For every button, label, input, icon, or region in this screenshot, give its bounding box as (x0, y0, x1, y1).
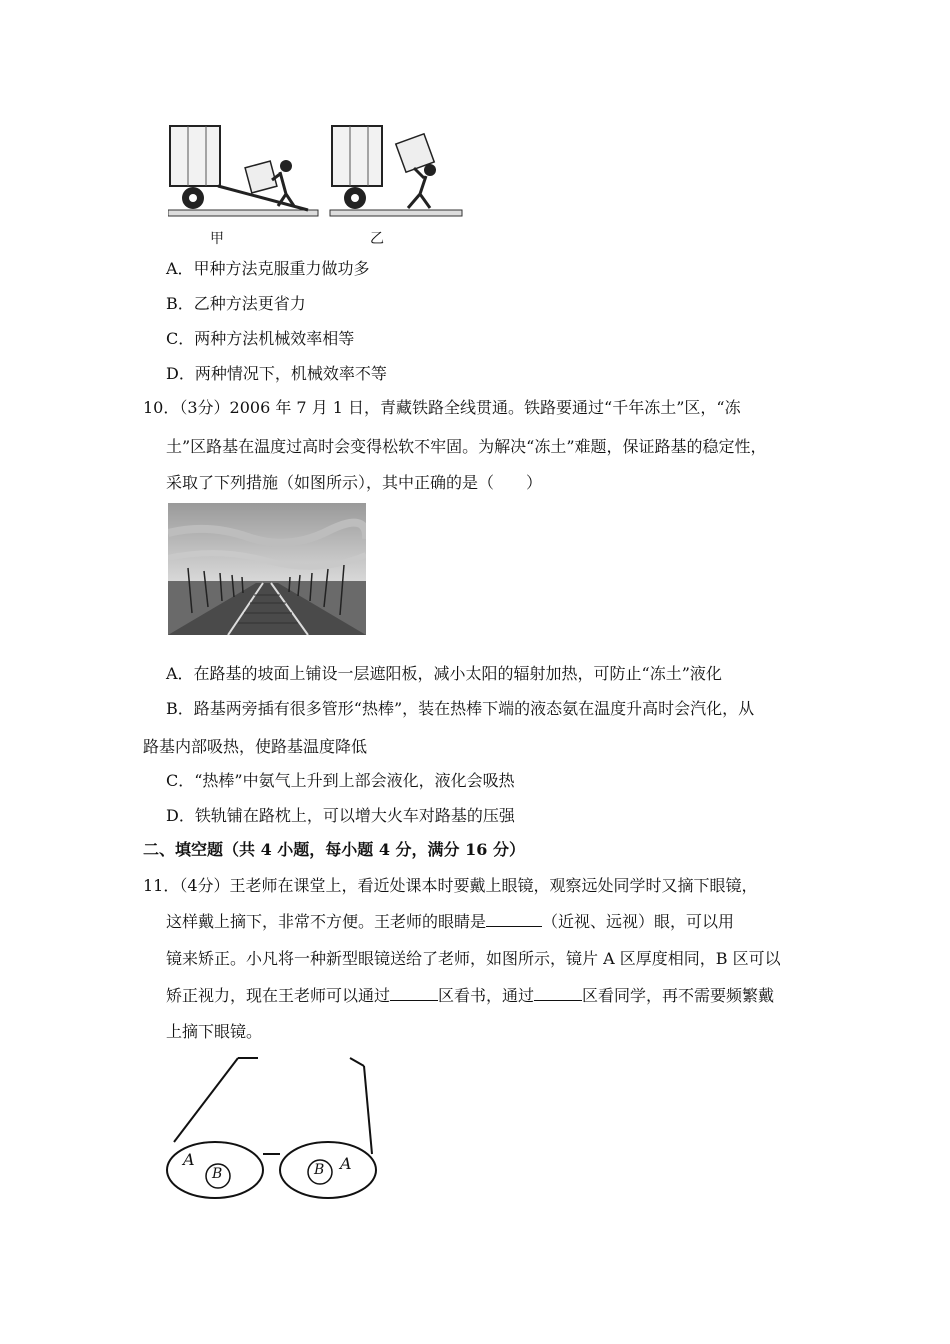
q10-stem-line3: 采取了下列措施（如图所示），其中正确的是（ ） (166, 473, 543, 492)
figure-truck-ramp (168, 124, 468, 224)
section-title-fill-in: 二、填空题（共 4 小题，每小题 4 分，满分 16 分） (143, 840, 525, 859)
q10-option-b-line2: 路基内部吸热，使路基温度降低 (143, 737, 368, 756)
glasses-label-b-right: B (314, 1162, 325, 1178)
q11-text-segment: （近视、远视）眼，可以用 (542, 912, 735, 931)
q11-stem-line2 (166, 912, 734, 932)
answer-blank-eye-type[interactable] (486, 912, 542, 927)
q11-text-segment: 矫正视力，现在王老师可以通过 (166, 986, 391, 1005)
q11-stem-line3: 镜来矫正。小凡将一种新型眼镜送给了老师，如图所示，镜片 A 区厚度相同，B 区可以 (166, 949, 781, 968)
q10-option-c: C．“热棒”中氨气上升到上部会液化，液化会吸热 (166, 771, 515, 790)
q10-option-a: A．在路基的坡面上铺设一层遮阳板，减小太阳的辐射加热，可防止“冻土”液化 (166, 664, 722, 683)
glasses-label-b-left: B (212, 1166, 223, 1182)
q9-option-d: D．两种情况下，机械效率不等 (166, 364, 387, 383)
glasses-label-a-left: A (183, 1150, 195, 1169)
q11-text-segment: 区看书，通过 (438, 986, 535, 1005)
q9-option-c: C．两种方法机械效率相等 (166, 329, 355, 348)
q10-option-d: D．铁轨铺在路枕上，可以增大火车对路基的压强 (166, 806, 515, 825)
q10-option-b-line1: B．路基两旁插有很多管形“热棒”，装在热棒下端的液态氨在温度升高时会汽化，从 (166, 699, 755, 718)
answer-blank-read-zone[interactable] (390, 986, 438, 1001)
q10-stem-line2: 土”区路基在温度过高时会变得松软不牢固。为解决“冻土”难题，保证路基的稳定性， (166, 437, 767, 456)
q11-stem-line1: 11．（4分）王老师在课堂上，看近处课本时要戴上眼镜，观察远处同学时又摘下眼镜， (143, 876, 758, 895)
figure-glasses (160, 1050, 390, 1200)
figure-railway-photo (168, 503, 366, 635)
q10-stem-line1: 10．（3分）2006 年 7 月 1 日，青藏铁路全线贯通。铁路要通过“千年冻土”区，“冻 (143, 398, 741, 417)
q11-text-segment: 这样戴上摘下，非常不方便。王老师的眼睛是 (166, 912, 487, 931)
q11-text-segment: 区看同学，再不需要频繁戴 (582, 986, 775, 1005)
q9-option-b: B．乙种方法更省力 (166, 294, 306, 313)
railway-photo-image (168, 503, 366, 635)
q11-stem-line5: 上摘下眼镜。 (166, 1022, 263, 1041)
figure-label-yi: 乙 (370, 231, 384, 247)
figure-label-jia: 甲 (210, 231, 224, 247)
q11-stem-line4 (166, 986, 774, 1006)
glasses-label-a-right: A (340, 1154, 352, 1173)
truck-ramp-illustration (168, 124, 468, 224)
q9-option-a: A．甲种方法克服重力做功多 (166, 259, 370, 278)
glasses-illustration (160, 1050, 390, 1200)
answer-blank-distance-zone[interactable] (534, 986, 582, 1001)
